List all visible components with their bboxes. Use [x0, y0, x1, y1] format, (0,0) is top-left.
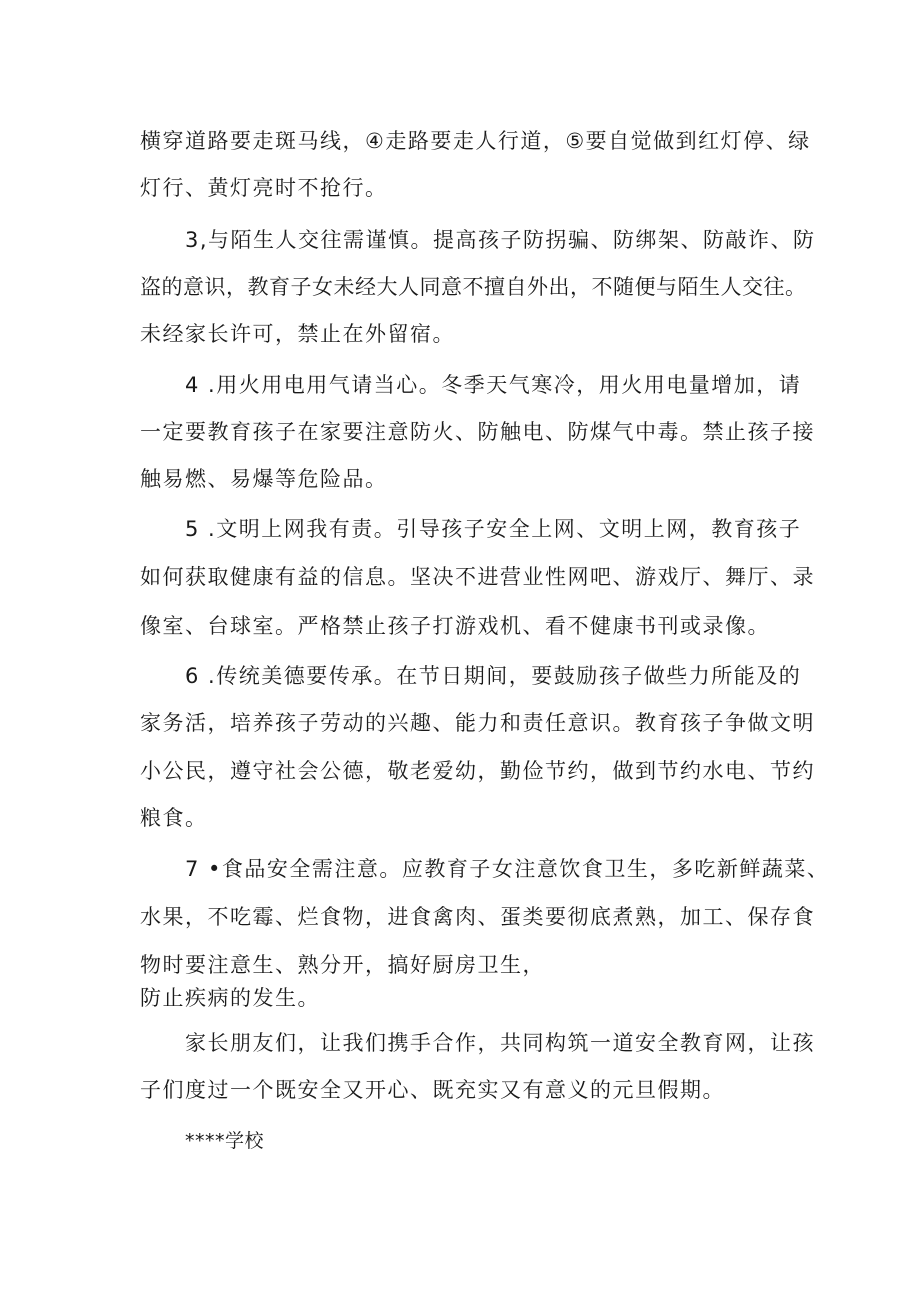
signature: ****学校 — [185, 1130, 265, 1152]
text-line: 粮食。 — [140, 806, 208, 830]
text-line: 盗的意识，教育子女未经大人同意不擅自外出，不随便与陌生人交往。 — [140, 275, 807, 299]
text-line: 触易燃、易爆等危险品。 — [140, 467, 388, 491]
text-line: 横穿道路要走斑马线，④走路要走人行道，⑤要自觉做到红灯停、绿 — [140, 129, 811, 153]
text-line: 5 .文明上网我有责。引导孩子安全上网、文明上网，教育孩子 — [185, 517, 802, 541]
text-line: 防止疾病的发生。 — [140, 986, 320, 1010]
text-line: 灯行、黄灯亮时不抢行。 — [140, 176, 388, 200]
text-line: 物时要注意生、熟分开，搞好厨房卫生， — [140, 953, 545, 977]
text-line: 如何获取健康有益的信息。坚决不进营业性网吧、游戏厅、舞厅、录 — [140, 565, 815, 589]
text-line: 家务活，培养孩子劳动的兴趣、能力和责任意识。教育孩子争做文明 — [140, 711, 815, 735]
text-line: 未经家长许可，禁止在外留宿。 — [140, 322, 455, 346]
text-line: 4 .用火用电用气请当心。冬季天气寒冷，用火用电量增加，请 — [185, 373, 802, 397]
text-line: 家长朋友们，让我们携手合作，共同构筑一道安全教育网，让孩 — [185, 1031, 815, 1055]
text-line: 7 •食品安全需注意。应教育子女注意饮食卫生，多吃新鲜蔬菜、 — [185, 857, 830, 881]
text-line: 小公民，遵守社会公德，敬老爱幼，勤俭节约，做到节约水电、节约 — [140, 759, 815, 783]
text-line: 像室、台球室。严格禁止孩子打游戏机、看不健康书刊或录像。 — [140, 614, 770, 638]
text-line: 3,与陌生人交往需谨慎。提高孩子防拐骗、防绑架、防敲诈、防 — [185, 228, 816, 252]
text-line: 水果，不吃霉、烂食物，进食禽肉、蛋类要彻底煮熟，加工、保存食 — [140, 905, 815, 929]
text-line: 6 .传统美德要传承。在节日期间，要鼓励孩子做些力所能及的 — [185, 664, 802, 688]
text-line: 一定要教育孩子在家要注意防火、防触电、防煤气中毒。禁止孩子接 — [140, 420, 815, 444]
text-line: 子们度过一个既安全又开心、既充实又有意义的元旦假期。 — [140, 1078, 725, 1102]
